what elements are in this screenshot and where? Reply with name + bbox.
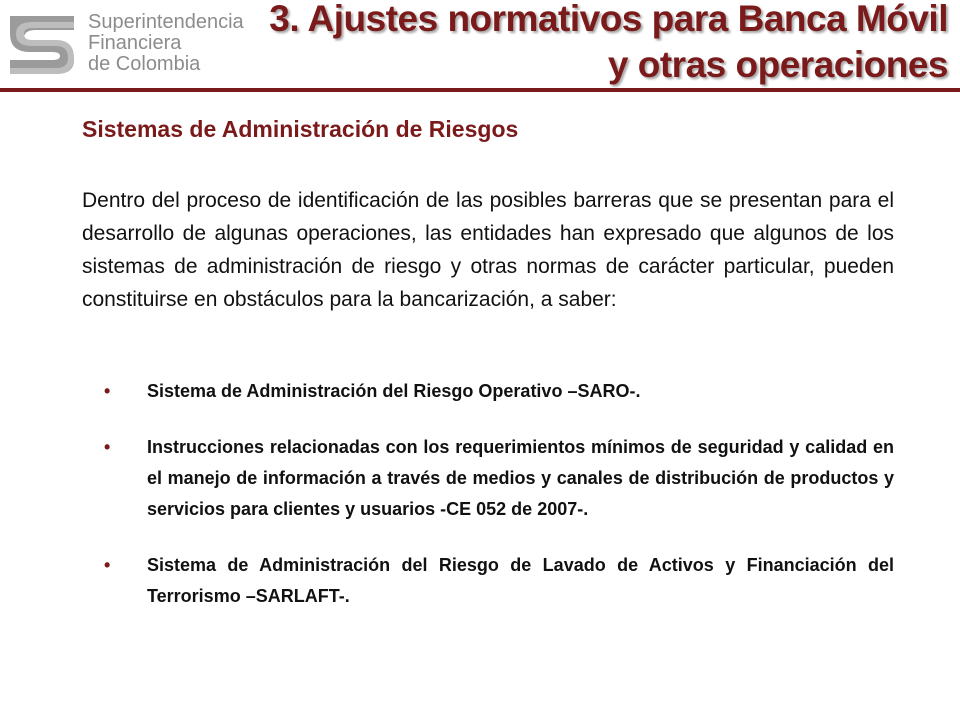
slide-title-line-1: 3. Ajustes normativos para Banca Móvil [269,0,948,39]
bullet-text: Sistema de Administración del Riesgo de Lavado de Activos y Financiación del Terrorismo –SARLAFT-. [147,555,894,606]
bullet-item-saro [104,376,894,407]
bullet-marker-icon: • [104,437,111,457]
bullet-marker-icon: • [104,381,111,401]
sfc-logo-icon [6,12,78,78]
bullet-marker-icon: • [104,555,111,575]
slide-title-line-2: y otras operaciones [607,44,948,85]
slide-title [269,0,948,88]
section-heading: Sistemas de Administración de Riesgos [82,116,519,142]
logo-line-3: de Colombia [88,53,201,75]
logo-wordmark [88,12,244,75]
bullet-item-sarlaft [104,550,894,612]
bullet-text: Instrucciones relacionadas con los requerimientos mínimos de seguridad y calidad en el manejo de información a través de medios y canales de distribución de productos y servicios para clientes y usuarios -CE 052 de 2007-. [147,437,894,519]
logo-line-1: Superintendencia [88,11,244,33]
bullet-item-ce-052 [104,432,894,525]
title-underline-rule [0,88,960,92]
bullet-list [104,376,894,637]
logo-line-2: Financiera [88,32,182,54]
intro-paragraph: Dentro del proceso de identificación de las posibles barreras que se presentan para el desarrollo de algunas operaciones, las entidades han expresado que algunos de los sistemas de administración de riesgo y otras normas de carácter particular, pueden constituirse en obstáculos para la bancarización, a saber: [82,189,894,311]
bullet-text: Sistema de Administración del Riesgo Operativo –SARO-. [147,381,641,401]
sfc-logo [6,10,256,80]
